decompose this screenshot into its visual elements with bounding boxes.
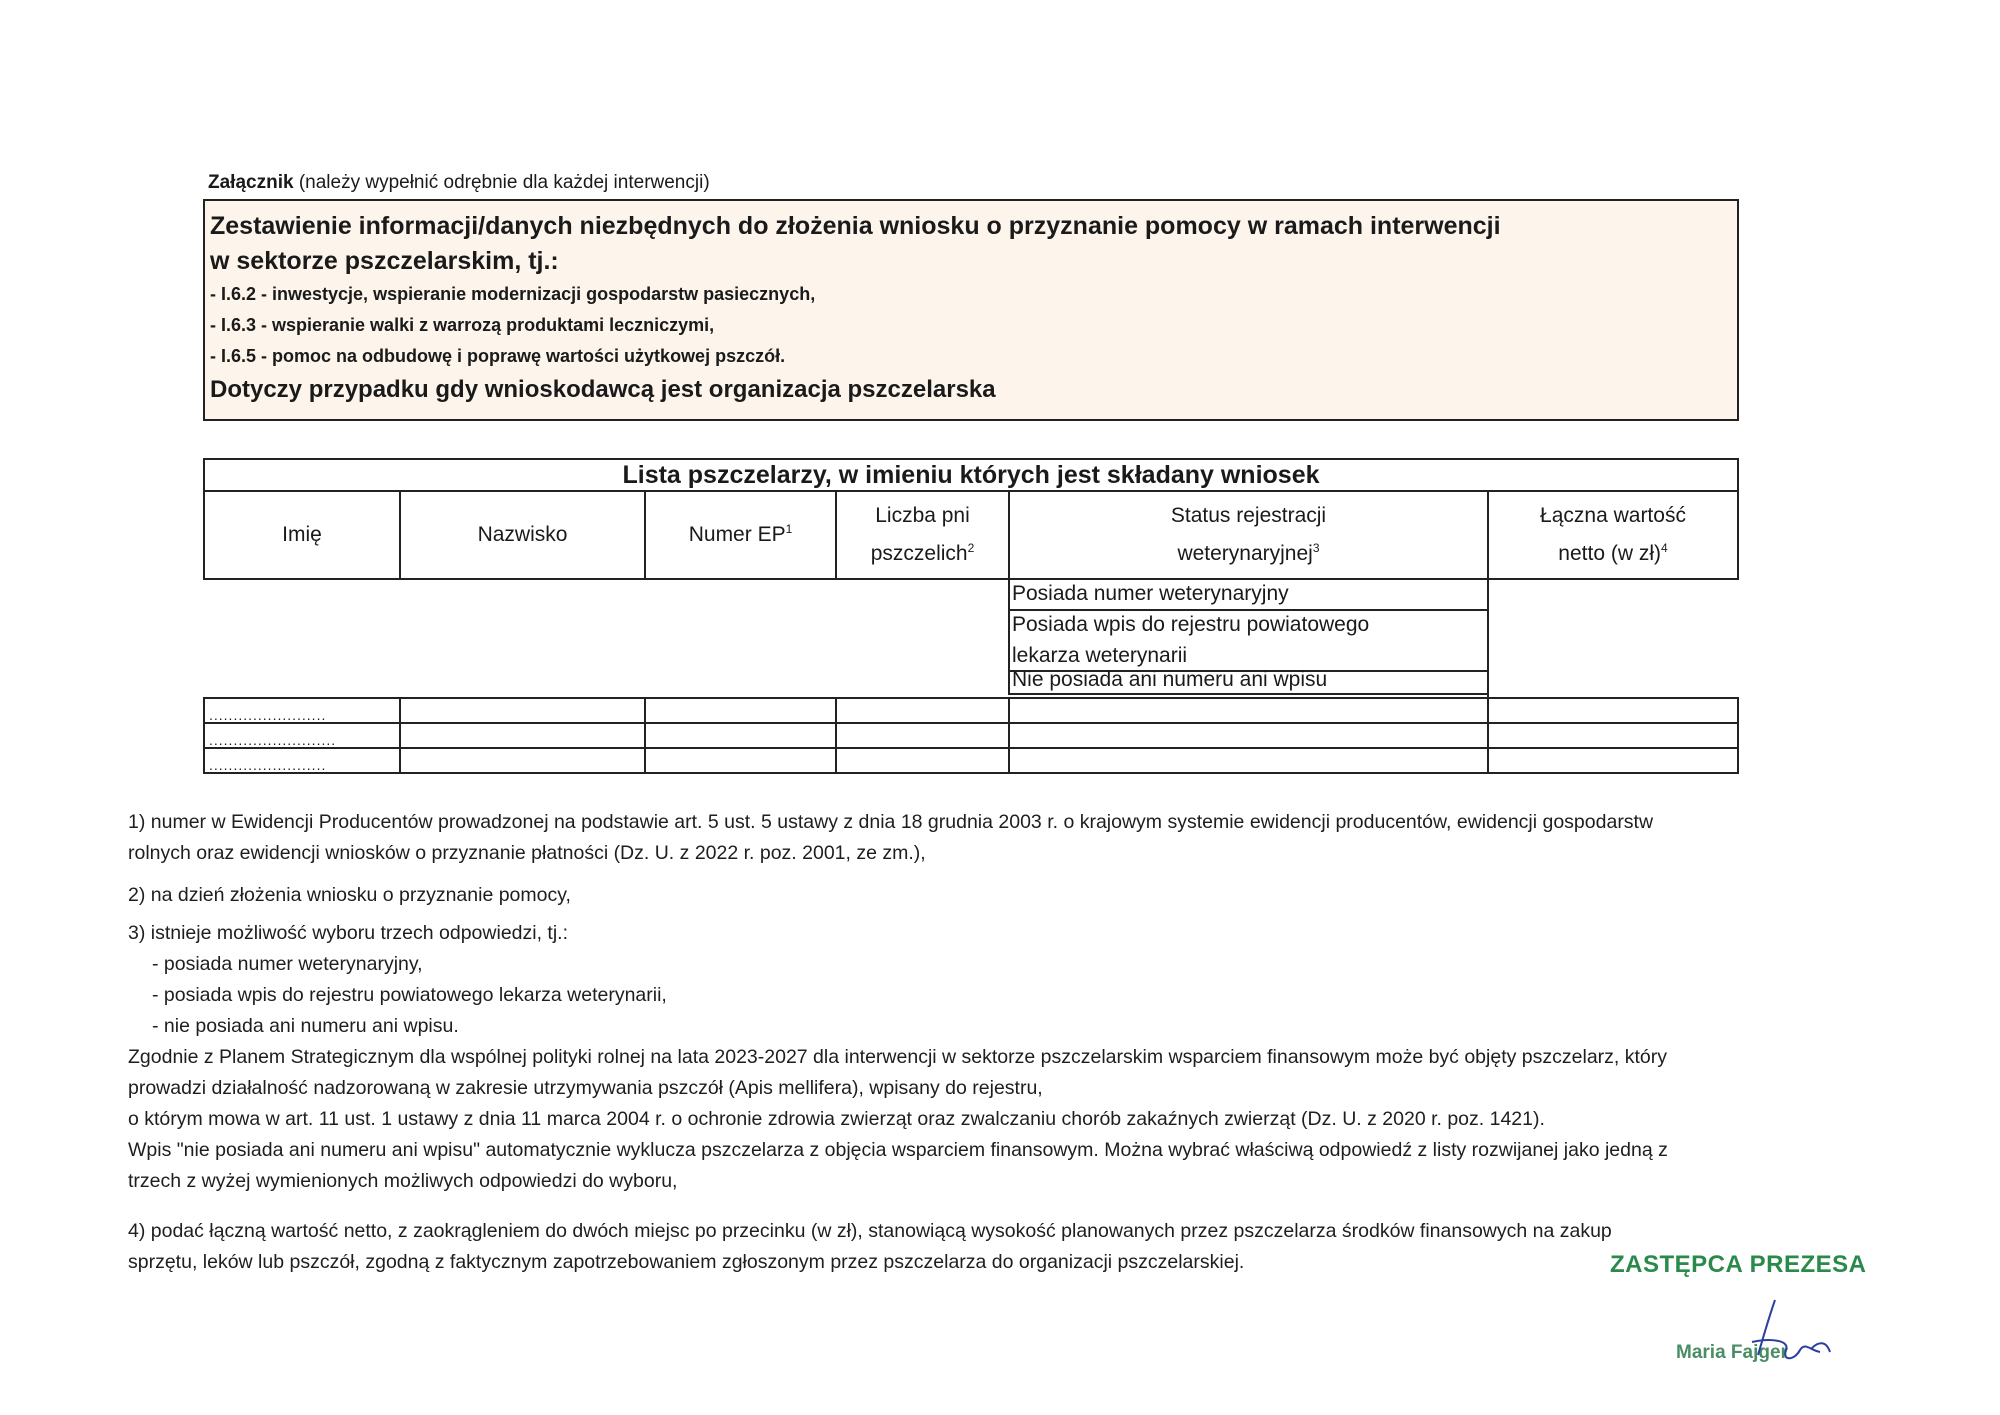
header-box xyxy=(203,199,1739,421)
row3-status[interactable] xyxy=(1008,747,1489,774)
dropdown-divider xyxy=(1487,580,1489,698)
row3-imie[interactable]: ........................ xyxy=(203,747,401,774)
header-line1: Zestawienie informacji/danych niezbędnych do złożenia wniosku o przyznanie pomocy w ramach interwencji xyxy=(210,212,1501,240)
footnote-para-4: Wpis "nie posiada ani numeru ani wpisu" automatycznie wyklucza pszczelarza z objęcia wsparciem finansowym. Można wybrać właściwą odpowiedź z listy rozwijanej jako jedną z xyxy=(128,1139,1668,1161)
footnote-2: 2) na dzień złożenia wniosku o przyznanie pomocy, xyxy=(128,884,571,906)
row2-numer-ep[interactable] xyxy=(644,722,837,749)
footnote-3: 3) istnieje możliwość wyboru trzech odpowiedzi, tj.: xyxy=(128,922,569,944)
footnote-3-option-b: - posiada wpis do rejestru powiatowego lekarza weterynarii, xyxy=(152,984,667,1006)
footnote-para-1: Zgodnie z Planem Strategicznym dla wspólnej polityki rolnej na lata 2023-2027 dla interwencji w sektorze pszczelarskim wsparciem finansowym może być objęty pszczelarz, który xyxy=(128,1046,1667,1068)
row2-imie[interactable]: .......................... xyxy=(203,722,401,749)
row3-liczba-pni[interactable] xyxy=(835,747,1010,774)
col-header-wartosc: Łączna wartość netto (w zł)$^4$ xyxy=(1487,490,1739,580)
row3-numer-ep[interactable] xyxy=(644,747,837,774)
row1-wartosc[interactable] xyxy=(1487,697,1739,724)
footnote-1b: rolnych oraz ewidencji wniosków o przyznanie płatności (Dz. U. z 2022 r. poz. 2001, ze zm.), xyxy=(128,842,926,864)
svg-text:Maria Fajger: Maria Fajger xyxy=(1676,1342,1788,1363)
footnote-para-2: prowadzi działalność nadzorowaną w zakresie utrzymywania pszczół (Apis mellifera), wpisany do rejestru, xyxy=(128,1077,1043,1099)
table-title: Lista pszczelarzy, w imieniu których jest składany wniosek xyxy=(203,458,1739,492)
status-option-brak[interactable]: Nie posiada ani numeru ani wpisu xyxy=(1008,670,1489,695)
col-header-status: Status rejestracji weterynaryjnej$^3$ xyxy=(1008,490,1489,580)
row1-status[interactable] xyxy=(1008,697,1489,724)
header-item-163: - I.6.3 - wspieranie walki z warrozą produktami leczniczymi, xyxy=(210,315,715,335)
row2-nazwisko[interactable] xyxy=(399,722,646,749)
status-option-numer[interactable]: Posiada numer weterynaryjny xyxy=(1008,580,1489,611)
header-item-162: - I.6.2 - inwestycje, wspieranie modernizacji gospodarstw pasiecznych, xyxy=(210,284,816,304)
row1-liczba-pni[interactable] xyxy=(835,697,1010,724)
footnote-4a: 4) podać łączną wartość netto, z zaokrągleniem do dwóch miejsc po przecinku (w zł), stanowiącą wysokość planowanych przez pszczelarza środków finansowych na zakup xyxy=(128,1220,1612,1242)
header-line2: w sektorze pszczelarskim, tj.: xyxy=(210,247,559,275)
col-header-liczba-pni: Liczba pni pszczelich$^2$ xyxy=(835,490,1010,580)
row2-status[interactable] xyxy=(1008,722,1489,749)
signature-stamp xyxy=(1660,1280,1860,1370)
attachment-label: Załącznik xyxy=(208,172,294,193)
footnote-3-option-a: - posiada numer weterynaryjny, xyxy=(152,953,423,975)
row1-imie[interactable]: ........................ xyxy=(203,697,401,724)
row3-wartosc[interactable] xyxy=(1487,747,1739,774)
footnote-3-option-c: - nie posiada ani numeru ani wpisu. xyxy=(152,1015,459,1037)
handwritten-signature-icon xyxy=(1660,1280,1860,1370)
row1-nazwisko[interactable] xyxy=(399,697,646,724)
attachment-heading xyxy=(208,172,710,194)
col-header-nazwisko: Nazwisko xyxy=(399,490,646,580)
col-header-numer-ep: Numer $EP^1$ xyxy=(644,490,837,580)
footnote-para-3: o którym mowa w art. 11 ust. 1 ustawy z dnia 11 marca 2004 r. o ochronie zdrowia zwierząt oraz zwalczaniu chorób zakaźnych zwierząt (Dz. U. z 2020 r. poz. 1421). xyxy=(128,1108,1545,1130)
row1-numer-ep[interactable] xyxy=(644,697,837,724)
attachment-note: (należy wypełnić odrębnie dla każdej interwencji) xyxy=(298,172,710,193)
row3-nazwisko[interactable] xyxy=(399,747,646,774)
footnote-1a: 1) numer w Ewidencji Producentów prowadzonej na podstawie art. 5 ust. 5 ustawy z dnia 18 grudnia 2003 r. o krajowym systemie ewidencji producentów, ewidencji gospodarstw xyxy=(128,811,1654,833)
footnote-4b: sprzętu, leków lub pszczół, zgodną z faktycznym zapotrzebowaniem zgłoszonym przez pszczelarza do organizacji pszczelarskiej. xyxy=(128,1251,1245,1273)
row2-wartosc[interactable] xyxy=(1487,722,1739,749)
header-line3: Dotyczy przypadku gdy wnioskodawcą jest organizacja pszczelarska xyxy=(210,376,996,403)
col-header-imie: Imię xyxy=(203,490,401,580)
status-option-wpis[interactable]: Posiada wpis do rejestru powiatowego lekarza weterynarii xyxy=(1008,609,1489,672)
footnote-para-5: trzech z wyżej wymienionych możliwych odpowiedzi do wyboru, xyxy=(128,1170,678,1192)
header-item-165: - I.6.5 - pomoc na odbudowę i poprawę wartości użytkowej pszczół. xyxy=(210,346,786,366)
row2-liczba-pni[interactable] xyxy=(835,722,1010,749)
stamp-title: ZASTĘPCA PREZESA xyxy=(1610,1251,1867,1278)
